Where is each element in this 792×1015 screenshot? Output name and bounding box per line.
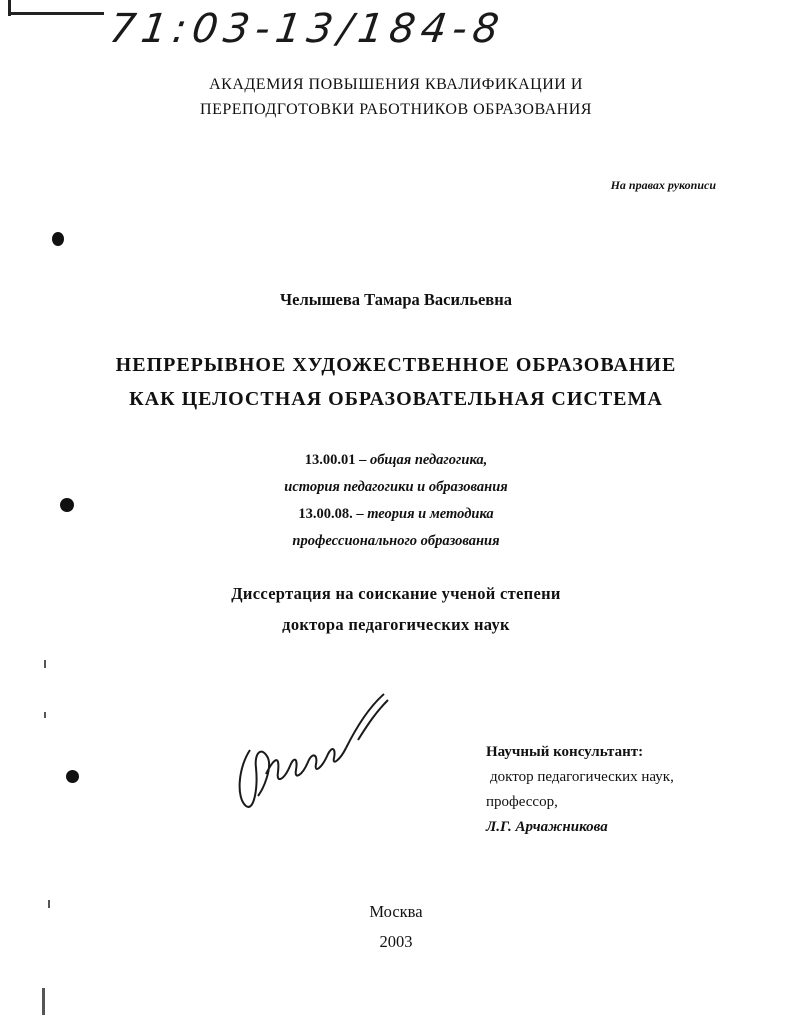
consultant-label: Научный консультант: <box>486 744 644 760</box>
call-number: 71:03-13/184-8 <box>106 6 508 52</box>
specialty-1-name: общая педагогика, <box>369 452 488 468</box>
binding-hole-mark <box>66 770 79 783</box>
scan-edge-mark <box>42 988 45 1015</box>
specialty-1-code: 13.00.01 – <box>304 452 367 468</box>
specialty-1 <box>0 452 792 469</box>
consultant-name: Л.Г. Арчажникова <box>486 819 608 835</box>
scan-speck <box>48 900 50 908</box>
scan-speck <box>44 712 46 718</box>
year: 2003 <box>379 932 413 951</box>
signature <box>228 688 398 818</box>
rights-note: На правах рукописи <box>610 178 716 192</box>
specialty-1-name-cont: история педагогики и образования <box>284 479 508 495</box>
binding-hole-mark <box>52 232 64 246</box>
specialty-2-code: 13.00.08. – <box>298 506 364 522</box>
city: Москва <box>369 902 423 921</box>
binding-hole-mark <box>60 498 74 512</box>
specialty-2-name: теория и методика <box>367 506 494 522</box>
stamp-frame-line <box>8 0 11 16</box>
dissertation-line-2: доктора педагогических наук <box>282 615 510 634</box>
specialty-2-name-cont: профессионального образования <box>292 533 500 549</box>
consultant-rank: профессор, <box>486 794 558 810</box>
dissertation-line-1: Диссертация на соискание ученой степени <box>231 584 561 603</box>
specialty-2-continuation <box>0 533 792 550</box>
institution-line-2: ПЕРЕПОДГОТОВКИ РАБОТНИКОВ ОБРАЗОВАНИЯ <box>200 101 592 118</box>
institution-line-1: АКАДЕМИЯ ПОВЫШЕНИЯ КВАЛИФИКАЦИИ И <box>209 76 583 93</box>
specialty-1-continuation <box>0 479 792 496</box>
consultant-degree: доктор педагогических наук, <box>490 769 674 785</box>
stamp-frame-line <box>8 12 104 15</box>
specialty-2 <box>0 506 792 523</box>
title-line-2: КАК ЦЕЛОСТНАЯ ОБРАЗОВАТЕЛЬНАЯ СИСТЕМА <box>129 388 663 410</box>
title-line-1: НЕПРЕРЫВНОЕ ХУДОЖЕСТВЕННОЕ ОБРАЗОВАНИЕ <box>115 354 677 376</box>
scan-speck <box>44 660 46 668</box>
author-name: Челышева Тамара Васильевна <box>280 290 512 309</box>
